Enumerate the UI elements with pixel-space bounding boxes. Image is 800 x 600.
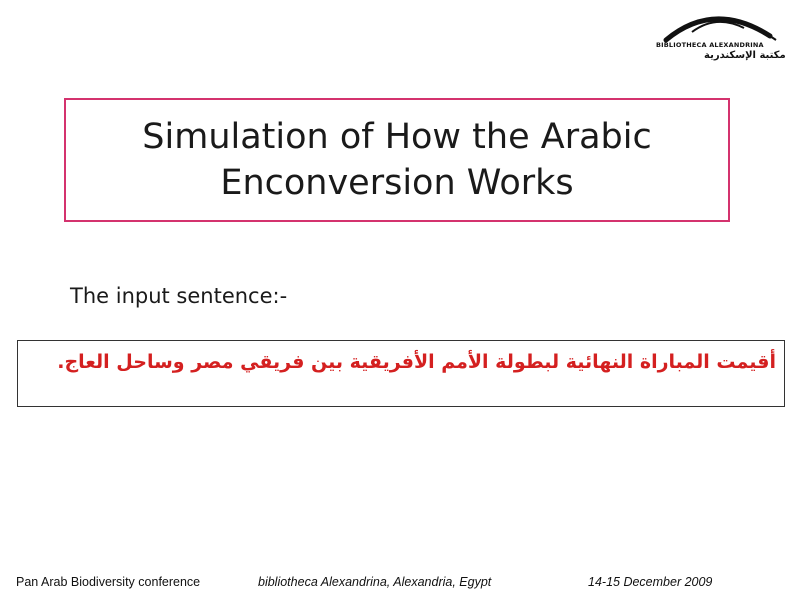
logo-name-arabic: مكتبة الإسكندرية: [704, 50, 786, 61]
library-arc-icon: [652, 6, 784, 46]
footer-location: bibliotheca Alexandrina, Alexandria, Egypt: [258, 575, 492, 589]
footer-dates: 14-15 December 2009: [588, 575, 713, 589]
slide-title-line-2: Enconversion Works: [220, 163, 574, 203]
arabic-input-sentence: أقيمت المباراة النهائية لبطولة الأمم الأفريقية بين فريقي مصر وساحل العاج.: [57, 351, 776, 373]
bibliotheca-alexandrina-logo: [652, 6, 784, 68]
input-sentence-box: [17, 340, 785, 407]
input-sentence-label: The input sentence:-: [70, 284, 288, 308]
slide-title: [97, 114, 697, 206]
title-box: [64, 98, 730, 222]
slide-title-line-1: Simulation of How the Arabic: [142, 117, 652, 157]
logo-name-english: BIBLIOTHECA ALEXANDRINA: [656, 41, 764, 49]
footer-conference: Pan Arab Biodiversity conference: [16, 575, 201, 589]
